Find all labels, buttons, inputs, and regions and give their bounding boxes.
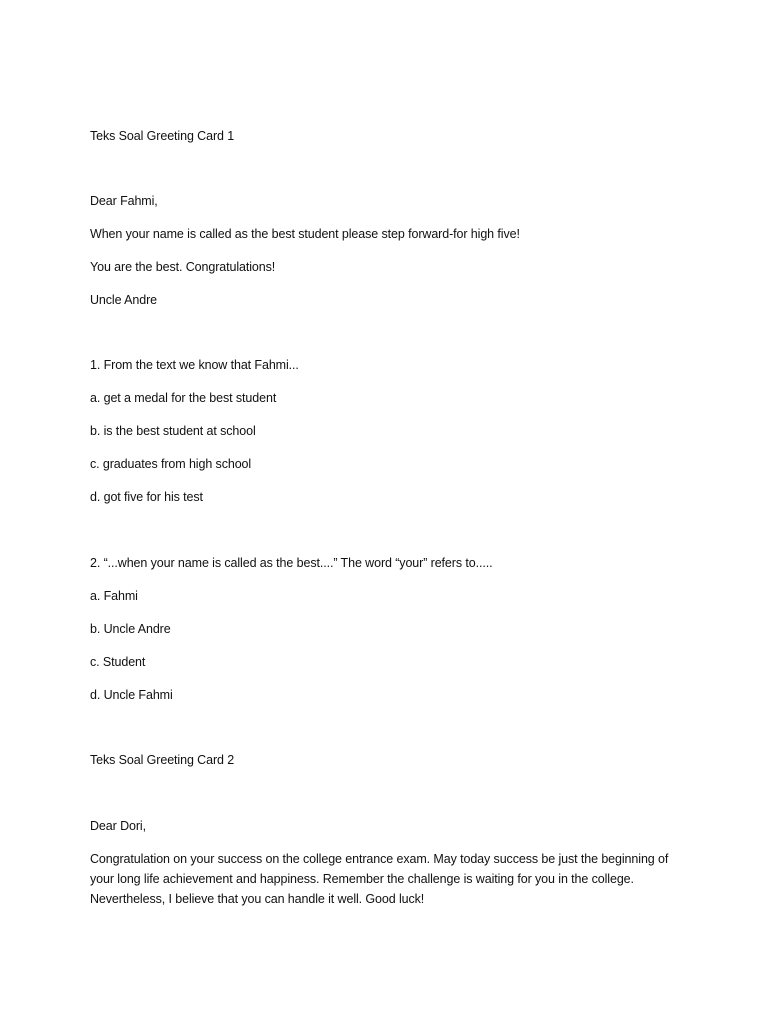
question1-option-d: d. got five for his test <box>90 490 203 504</box>
card2-salutation: Dear Dori, <box>90 819 146 833</box>
card1-heading: Teks Soal Greeting Card 1 <box>90 129 235 143</box>
card1-signature: Uncle Andre <box>90 293 157 307</box>
document-page <box>90 0 680 1024</box>
question2-prompt: 2. “...when your name is called as the best....” The word “your” refers to..... <box>90 556 493 570</box>
question1-option-c: c. graduates from high school <box>90 457 252 471</box>
card1-body-line1: When your name is called as the best student please step forward-for high five! <box>90 227 520 241</box>
card1-body-line2: You are the best. Congratulations! <box>90 260 276 274</box>
card2-body: Congratulation on your success on the college entrance exam. May today success be just the beginning of your long life achievement and happiness. Remember the challenge is waiting for you in the college. Nevertheless, I believe that you can handle it well. Good luck! <box>90 852 669 906</box>
card1-salutation: Dear Fahmi, <box>90 194 158 208</box>
question1-prompt: 1. From the text we know that Fahmi... <box>90 358 299 372</box>
question1-option-b: b. is the best student at school <box>90 424 256 438</box>
question2-option-a: a. Fahmi <box>90 589 138 603</box>
question2-option-b: b. Uncle Andre <box>90 622 171 636</box>
question2-option-c: c. Student <box>90 655 146 669</box>
question2-option-d: d. Uncle Fahmi <box>90 688 173 702</box>
card2-heading: Teks Soal Greeting Card 2 <box>90 753 235 767</box>
question1-option-a: a. get a medal for the best student <box>90 391 277 405</box>
